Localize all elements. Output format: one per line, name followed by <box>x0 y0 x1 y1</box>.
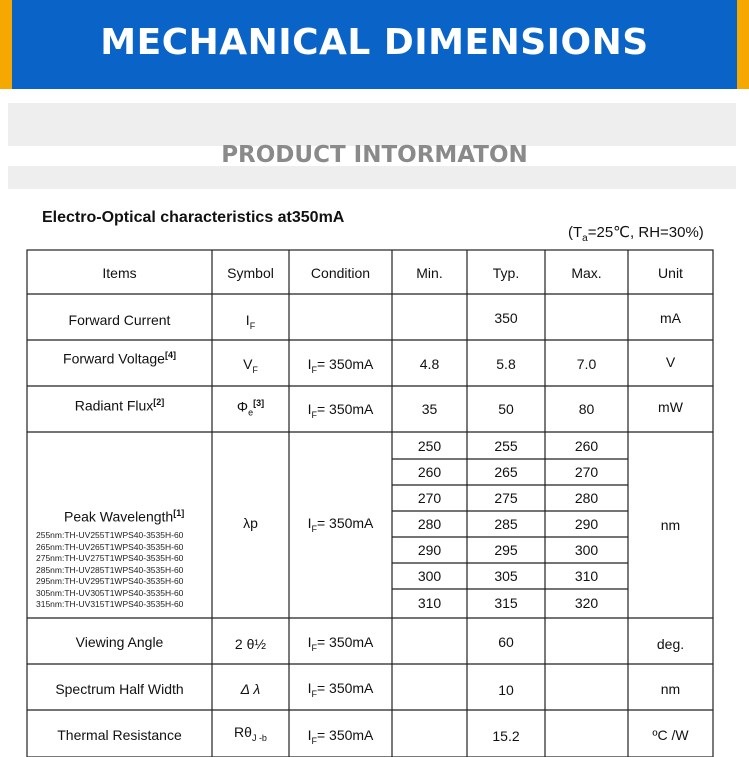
header-min: Min. <box>416 265 443 281</box>
row-forward-current-typ: 350 <box>494 310 518 326</box>
row-forward-current-symbol: $I_F$ <box>245 312 256 331</box>
row-forward-voltage-symbol: $V_F$ <box>243 356 258 375</box>
wavelength-typ: 255 <box>494 438 518 454</box>
wavelength-typ: 315 <box>494 595 518 611</box>
row-peak-wavelength-unit: nm <box>660 517 681 533</box>
row-viewing-angle-condition: $I_F= 350mA$ <box>307 634 374 653</box>
row-radiant-flux-item: Radiant Flux[2] <box>74 397 165 414</box>
row-thermal-resistance-typ: 15.2 <box>492 728 520 744</box>
row-forward-voltage-min: 4.8 <box>419 356 440 372</box>
row-viewing-angle-symbol: 2 θ½ <box>234 636 267 652</box>
row-peak-wavelength-item: Peak Wavelength[1] <box>64 508 185 525</box>
model-item: 255nm:TH-UV255T1WPS40-3535H-60 <box>36 530 184 540</box>
header-max: Max. <box>571 265 602 281</box>
header-items: Items <box>102 265 137 281</box>
wavelength-min: 280 <box>417 516 442 532</box>
row-forward-voltage-item: Forward Voltage[4] <box>63 350 176 367</box>
table-caption: Electro-Optical characteristics at350mA <box>42 209 345 226</box>
wavelength-typ: 305 <box>494 568 518 584</box>
row-viewing-angle-item: Viewing Angle <box>75 634 164 650</box>
row-radiant-flux-typ: 50 <box>498 401 514 417</box>
model-item: 305nm:TH-UV305T1WPS40-3535H-60 <box>36 587 184 598</box>
row-spectrum-half-width-item: Spectrum Half Width <box>55 681 184 697</box>
row-thermal-resistance-unit: ºC /W <box>652 727 689 743</box>
row-forward-current-item: Forward Current <box>68 312 171 328</box>
header-unit: Unit <box>658 265 683 281</box>
row-forward-voltage-max: 7.0 <box>576 356 597 372</box>
wavelength-min: 260 <box>417 464 442 480</box>
row-spectrum-half-width-unit: nm <box>660 681 681 697</box>
wavelength-typ: 265 <box>494 464 518 480</box>
wavelength-max: 270 <box>574 464 599 480</box>
row-forward-voltage-typ: 5.8 <box>496 356 516 372</box>
model-item: 265nm:TH-UV265T1WPS40-3535H-60 <box>36 541 184 552</box>
wavelength-max: 280 <box>574 490 599 506</box>
row-viewing-angle-unit: deg. <box>656 636 685 652</box>
row-thermal-resistance-condition: $I_F= 350mA$ <box>307 727 374 746</box>
model-item: 285nm:TH-UV285T1WPS40-3535H-60 <box>36 564 184 575</box>
row-spectrum-half-width-condition: $I_F= 350mA$ <box>307 680 374 699</box>
row-forward-voltage-unit: V <box>665 354 676 370</box>
wavelength-min: 270 <box>417 490 442 506</box>
wavelength-min: 300 <box>417 568 442 584</box>
row-peak-wavelength-symbol: λp <box>243 515 258 531</box>
row-forward-current-unit: mA <box>660 310 681 326</box>
wavelength-typ: 285 <box>494 516 518 532</box>
row-spectrum-half-width-typ: 10 <box>498 682 514 698</box>
wavelength-max: 290 <box>574 516 599 532</box>
row-radiant-flux-symbol: $\Phi_e[3]$ <box>236 398 265 418</box>
row-radiant-flux-max: 80 <box>578 401 595 417</box>
header-condition: Condition <box>310 265 371 281</box>
wavelength-max: 300 <box>574 542 599 558</box>
header-symbol: Symbol <box>227 265 274 281</box>
wavelength-typ: 295 <box>494 542 518 558</box>
wavelength-max: 320 <box>574 595 599 611</box>
section-subtitle: PRODUCT INTORMATON <box>221 142 528 168</box>
row-viewing-angle-typ: 60 <box>498 634 514 650</box>
row-spectrum-half-width-symbol: Δ λ <box>240 681 261 697</box>
banner-title: MECHANICAL DIMENSIONS <box>100 22 649 63</box>
row-radiant-flux-unit: mW <box>658 399 683 415</box>
model-item: 295nm:TH-UV295T1WPS40-3535H-60 <box>36 576 184 586</box>
wavelength-max: 310 <box>574 568 599 584</box>
header-typ: Typ. <box>492 265 520 281</box>
wavelength-min: 250 <box>417 438 442 454</box>
row-radiant-flux-min: 35 <box>421 401 438 417</box>
wavelength-typ: 275 <box>494 490 518 506</box>
model-list <box>36 530 183 611</box>
model-item: 315nm:TH-UV315T1WPS40-3535H-60 <box>36 599 184 609</box>
row-radiant-flux-condition: $I_F= 350mA$ <box>307 401 374 420</box>
wavelength-min: 310 <box>417 595 442 611</box>
wavelength-max: 260 <box>574 438 599 454</box>
wavelength-min: 290 <box>417 542 442 558</box>
row-thermal-resistance-item: Thermal Resistance <box>57 727 182 743</box>
model-item: 275nm:TH-UV275T1WPS40-3535H-60 <box>36 553 184 563</box>
row-thermal-resistance-symbol: $R\theta_{J -b}$ <box>234 724 267 743</box>
row-peak-wavelength-condition: $I_F= 350mA$ <box>307 515 374 534</box>
test-conditions: ($T_a=25℃$, RH=30%) <box>568 224 704 244</box>
row-forward-voltage-condition: $I_F= 350mA$ <box>307 356 374 375</box>
